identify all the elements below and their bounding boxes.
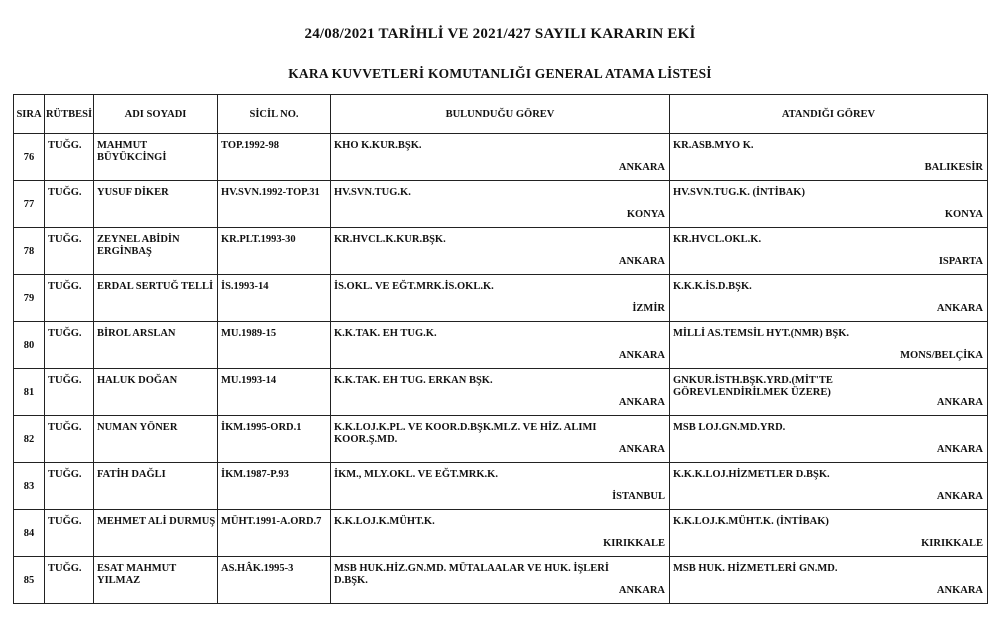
- cell-atandigi-gorev: [670, 134, 988, 181]
- bulundugu-gorev-city: KIRIKKALE: [603, 538, 665, 549]
- cell-rutbe-text: TUĞG.: [48, 422, 82, 433]
- bulundugu-gorev-title: İKM., MLY.OKL. VE EĞT.MRK.K.: [334, 469, 498, 480]
- bulundugu-gorev-city: ANKARA: [618, 397, 665, 408]
- bulundugu-gorev-city: ANKARA: [618, 444, 665, 455]
- cell-rutbe: [45, 416, 94, 463]
- cell-sira: [14, 369, 45, 416]
- cell-atandigi-gorev: [670, 416, 988, 463]
- cell-bulundugu-gorev: [331, 510, 670, 557]
- table-row: [14, 557, 988, 604]
- atandigi-gorev-title: MİLLİ AS.TEMSİL HYT.(NMR) BŞK.: [673, 328, 850, 339]
- atandigi-gorev-title: MSB HUK. HİZMETLERİ GN.MD.: [673, 563, 838, 574]
- document-subtitle: KARA KUVVETLERİ KOMUTANLIĞI GENERAL ATAMA LİSTESİ: [288, 66, 712, 81]
- cell-sira: [14, 134, 45, 181]
- cell-sira: [14, 322, 45, 369]
- cell-sira: [14, 416, 45, 463]
- cell-rutbe-text: TUĞG.: [48, 187, 82, 198]
- cell-sira: [14, 275, 45, 322]
- bulundugu-gorev-city: ANKARA: [618, 162, 665, 173]
- cell-sira: [14, 557, 45, 604]
- cell-rutbe-text: TUĞG.: [48, 375, 82, 386]
- table-row: [14, 134, 988, 181]
- column-header-atandigi-gorev: ATANDIĞI GÖREV: [670, 95, 988, 134]
- cell-sira-text: 81: [23, 386, 35, 398]
- cell-bulundugu-gorev: [331, 557, 670, 604]
- cell-atandigi-gorev: [670, 228, 988, 275]
- cell-bulundugu-gorev: [331, 134, 670, 181]
- cell-sira: [14, 463, 45, 510]
- atandigi-gorev-title: K.K.K.LOJ.HİZMETLER D.BŞK.: [673, 469, 830, 480]
- cell-sicil-no: [218, 228, 331, 275]
- cell-sicil-no-text: MU.1989-15: [221, 328, 277, 339]
- bulundugu-gorev-title: İS.OKL. VE EĞT.MRK.İS.OKL.K.: [334, 281, 494, 292]
- cell-ad-soyad-text: MAHMUT BÜYÜKCİNGİ: [97, 140, 167, 163]
- atandigi-gorev-city: ANKARA: [936, 585, 983, 596]
- atandigi-gorev-city: BALIKESİR: [924, 162, 983, 173]
- cell-bulundugu-gorev: [331, 463, 670, 510]
- cell-rutbe-text: TUĞG.: [48, 563, 82, 574]
- cell-bulundugu-gorev: [331, 228, 670, 275]
- atandigi-gorev-city: ANKARA: [936, 303, 983, 314]
- table-row: [14, 510, 988, 557]
- cell-sicil-no: [218, 557, 331, 604]
- cell-sicil-no: [218, 510, 331, 557]
- bulundugu-gorev-city: KONYA: [626, 209, 665, 220]
- cell-ad-soyad: [94, 557, 218, 604]
- table-row: [14, 322, 988, 369]
- cell-sicil-no-text: İS.1993-14: [221, 281, 269, 292]
- bulundugu-gorev-city: ANKARA: [618, 350, 665, 361]
- cell-sicil-no-text: HV.SVN.1992-TOP.31: [221, 187, 320, 198]
- cell-ad-soyad: [94, 228, 218, 275]
- cell-rutbe-text: TUĞG.: [48, 469, 82, 480]
- cell-rutbe: [45, 134, 94, 181]
- cell-sicil-no: [218, 463, 331, 510]
- bulundugu-gorev-city: İSTANBUL: [612, 491, 665, 502]
- atandigi-gorev-city: ISPARTA: [938, 256, 983, 267]
- table-row: [14, 181, 988, 228]
- cell-rutbe-text: TUĞG.: [48, 328, 82, 339]
- atandigi-gorev-city: ANKARA: [936, 397, 983, 408]
- cell-sira: [14, 181, 45, 228]
- column-header-ad-soyad: ADI SOYADI: [94, 95, 218, 134]
- atandigi-gorev-title: KR.HVCL.OKL.K.: [673, 234, 762, 245]
- cell-sicil-no: [218, 275, 331, 322]
- cell-rutbe: [45, 463, 94, 510]
- cell-sira-text: 79: [23, 292, 35, 304]
- cell-sicil-no: [218, 416, 331, 463]
- cell-ad-soyad: [94, 416, 218, 463]
- cell-ad-soyad-text: FATİH DAĞLI: [97, 469, 166, 480]
- cell-ad-soyad-text: MEHMET ALİ DURMUŞ: [97, 516, 216, 527]
- atandigi-gorev-title: HV.SVN.TUG.K. (İNTİBAK): [673, 187, 805, 198]
- atandigi-gorev-city: MONS/BELÇİKA: [900, 350, 983, 361]
- table-row: [14, 369, 988, 416]
- table-row: [14, 463, 988, 510]
- atandigi-gorev-title: K.K.LOJ.K.MÜHT.K. (İNTİBAK): [673, 516, 829, 527]
- bulundugu-gorev-city: ANKARA: [618, 585, 665, 596]
- cell-bulundugu-gorev: [331, 416, 670, 463]
- document-title: 24/08/2021 TARİHLİ VE 2021/427 SAYILI KARARIN EKİ: [304, 26, 696, 42]
- cell-sicil-no-text: KR.PLT.1993-30: [221, 234, 296, 245]
- cell-sira-text: 78: [23, 245, 35, 257]
- bulundugu-gorev-title: K.K.TAK. EH TUG. ERKAN BŞK.: [334, 375, 493, 386]
- cell-atandigi-gorev: [670, 275, 988, 322]
- bulundugu-gorev-city: ANKARA: [618, 256, 665, 267]
- bulundugu-gorev-title: K.K.LOJ.K.PL. VE KOOR.D.BŞK.MLZ. VE HİZ. ALIMI KOOR.Ş.MD.: [334, 422, 597, 445]
- atandigi-gorev-title: MSB LOJ.GN.MD.YRD.: [673, 422, 786, 433]
- column-header-sira: SIRA: [14, 95, 45, 134]
- column-header-sicil-no: SİCİL NO.: [218, 95, 331, 134]
- cell-atandigi-gorev: [670, 369, 988, 416]
- cell-rutbe-text: TUĞG.: [48, 140, 82, 151]
- cell-sira-text: 76: [23, 151, 35, 163]
- cell-ad-soyad-text: HALUK DOĞAN: [97, 375, 178, 386]
- cell-rutbe: [45, 510, 94, 557]
- table-header-row: [14, 95, 988, 134]
- table-row: [14, 275, 988, 322]
- cell-ad-soyad: [94, 369, 218, 416]
- cell-ad-soyad-text: YUSUF DİKER: [97, 187, 169, 198]
- atandigi-gorev-city: KONYA: [944, 209, 983, 220]
- cell-sira: [14, 228, 45, 275]
- bulundugu-gorev-title: MSB HUK.HİZ.GN.MD. MÜTALAALAR VE HUK. İŞLERİ D.BŞK.: [334, 563, 609, 586]
- bulundugu-gorev-title: K.K.LOJ.K.MÜHT.K.: [334, 516, 435, 527]
- cell-sicil-no-text: TOP.1992-98: [221, 140, 280, 151]
- cell-ad-soyad: [94, 463, 218, 510]
- atandigi-gorev-title: GNKUR.İSTH.BŞK.YRD.(MİT'TE GÖREVLENDİRİLMEK ÜZERE): [673, 375, 833, 398]
- cell-rutbe-text: TUĞG.: [48, 516, 82, 527]
- cell-rutbe-text: TUĞG.: [48, 281, 82, 292]
- cell-bulundugu-gorev: [331, 322, 670, 369]
- cell-sira-text: 83: [23, 480, 35, 492]
- cell-ad-soyad: [94, 181, 218, 228]
- cell-sicil-no: [218, 181, 331, 228]
- cell-atandigi-gorev: [670, 557, 988, 604]
- cell-atandigi-gorev: [670, 322, 988, 369]
- cell-ad-soyad-text: ESAT MAHMUT YILMAZ: [97, 563, 177, 586]
- cell-bulundugu-gorev: [331, 181, 670, 228]
- cell-sira-text: 80: [23, 339, 35, 351]
- cell-ad-soyad-text: ZEYNEL ABİDİN ERGİNBAŞ: [97, 234, 180, 257]
- cell-sicil-no-text: MU.1993-14: [221, 375, 277, 386]
- cell-sicil-no-text: MÜHT.1991-A.ORD.7: [221, 516, 322, 527]
- cell-atandigi-gorev: [670, 510, 988, 557]
- cell-sira-text: 82: [23, 433, 35, 445]
- atandigi-gorev-city: ANKARA: [936, 444, 983, 455]
- cell-rutbe: [45, 322, 94, 369]
- column-header-bulundugu-gorev: BULUNDUĞU GÖREV: [331, 95, 670, 134]
- cell-rutbe-text: TUĞG.: [48, 234, 82, 245]
- cell-sicil-no-text: İKM.1987-P.93: [221, 469, 289, 480]
- cell-ad-soyad: [94, 322, 218, 369]
- atandigi-gorev-title: KR.ASB.MYO K.: [673, 140, 754, 151]
- cell-sira-text: 85: [23, 574, 35, 586]
- cell-sicil-no: [218, 322, 331, 369]
- cell-sira: [14, 510, 45, 557]
- cell-rutbe: [45, 275, 94, 322]
- cell-sicil-no-text: AS.HÂK.1995-3: [221, 563, 294, 574]
- atandigi-gorev-city: KIRIKKALE: [921, 538, 983, 549]
- bulundugu-gorev-city: İZMİR: [632, 303, 665, 314]
- cell-rutbe: [45, 557, 94, 604]
- cell-ad-soyad-text: ERDAL SERTUĞ TELLİ: [97, 281, 214, 292]
- atandigi-gorev-city: ANKARA: [936, 491, 983, 502]
- cell-sicil-no-text: İKM.1995-ORD.1: [221, 422, 302, 433]
- cell-sira-text: 84: [23, 527, 35, 539]
- bulundugu-gorev-title: KHO K.KUR.BŞK.: [334, 140, 422, 151]
- cell-ad-soyad: [94, 510, 218, 557]
- cell-rutbe: [45, 369, 94, 416]
- cell-ad-soyad-text: NUMAN YÖNER: [97, 422, 178, 433]
- cell-rutbe: [45, 228, 94, 275]
- cell-ad-soyad-text: BİROL ARSLAN: [97, 328, 176, 339]
- table-row: [14, 416, 988, 463]
- cell-ad-soyad: [94, 134, 218, 181]
- bulundugu-gorev-title: KR.HVCL.K.KUR.BŞK.: [334, 234, 446, 245]
- cell-bulundugu-gorev: [331, 275, 670, 322]
- bulundugu-gorev-title: K.K.TAK. EH TUG.K.: [334, 328, 437, 339]
- cell-sicil-no: [218, 369, 331, 416]
- cell-sira-text: 77: [23, 198, 35, 210]
- cell-sicil-no: [218, 134, 331, 181]
- bulundugu-gorev-title: HV.SVN.TUG.K.: [334, 187, 411, 198]
- cell-ad-soyad: [94, 275, 218, 322]
- cell-atandigi-gorev: [670, 463, 988, 510]
- table-row: [14, 228, 988, 275]
- assignment-table: [13, 94, 988, 604]
- cell-bulundugu-gorev: [331, 369, 670, 416]
- atandigi-gorev-title: K.K.K.İS.D.BŞK.: [673, 281, 752, 292]
- column-header-rutbe: RÜTBESİ: [45, 95, 94, 134]
- cell-atandigi-gorev: [670, 181, 988, 228]
- cell-rutbe: [45, 181, 94, 228]
